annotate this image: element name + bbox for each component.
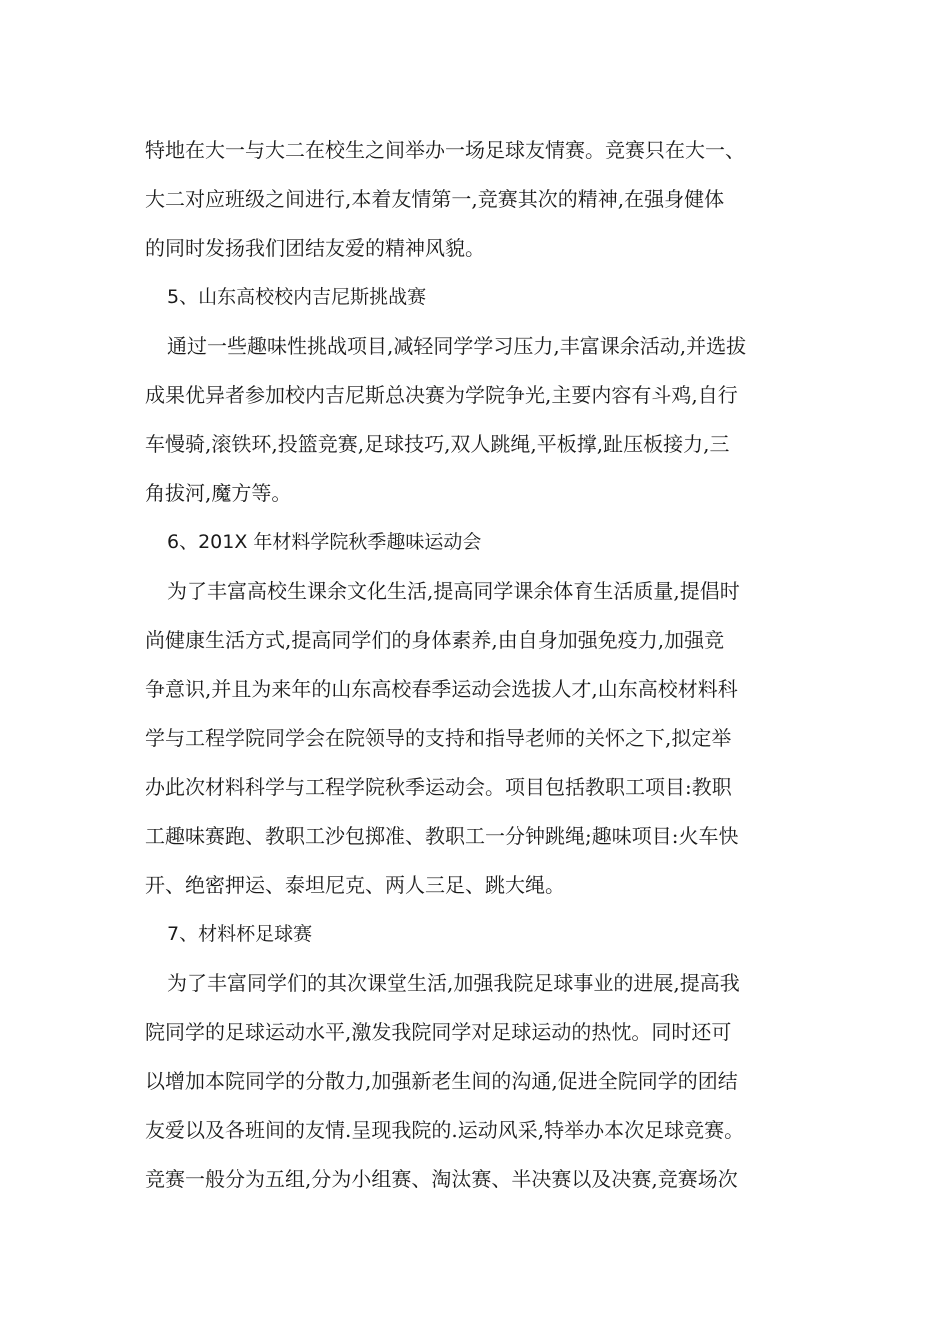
text-line: 院同学的足球运动水平,激发我院同学对足球运动的热忱。同时还可: [145, 1020, 732, 1044]
text-line: 学与工程学院同学会在院领导的支持和指导老师的关怀之下,拟定举: [145, 726, 732, 750]
text-line: 尚健康生活方式,提高同学们的身体素养,由自身加强免疫力,加强竞: [145, 628, 725, 652]
paragraph-guinness-challenge: [145, 322, 810, 518]
document-page: [145, 126, 810, 1204]
section-heading-7: 7、材料杯足球赛: [167, 923, 313, 945]
text-line: 竞赛一般分为五组,分为小组赛、淘汰赛、半决赛以及决赛,竞赛场次: [145, 1167, 738, 1191]
paragraph-autumn-games: [145, 567, 810, 910]
text-line: 办此次材料科学与工程学院秋季运动会。项目包括教职工项目:教职: [145, 775, 732, 799]
text-line: 为了丰富同学们的其次课堂生活,加强我院足球事业的进展,提高我: [167, 971, 740, 995]
text-line: 车慢骑,滚铁环,投篮竞赛,足球技巧,双人跳绳,平板撑,趾压板接力,三: [145, 432, 730, 456]
text-line: 争意识,并且为来年的山东高校春季运动会选拔人才,山东高校材料科: [145, 677, 738, 701]
text-line: 的同时发扬我们团结友爱的精神风貌。: [145, 236, 485, 260]
text-line: 开、绝密押运、泰坦尼克、两人三足、跳大绳。: [145, 873, 565, 897]
paragraph-football-friendly: [145, 126, 810, 273]
text-line: 通过一些趣味性挑战项目,减轻同学学习压力,丰富课余活动,并选拔: [167, 334, 747, 358]
section-heading-6: 6、201X 年材料学院秋季趣味运动会: [167, 531, 482, 553]
text-line: 特地在大一与大二在校生之间举办一场足球友情赛。竞赛只在大一、: [145, 138, 745, 162]
text-line: 工趣味赛跑、教职工沙包掷准、教职工一分钟跳绳;趣味项目:火车快: [145, 824, 739, 848]
paragraph-materials-cup: [145, 959, 810, 1204]
text-line: 角拔河,魔方等。: [145, 481, 292, 505]
section-heading-5: 5、山东高校校内吉尼斯挑战赛: [167, 286, 427, 308]
text-line: 大二对应班级之间进行,本着友情第一,竞赛其次的精神,在强身健体: [145, 187, 725, 211]
text-line: 以增加本院同学的分散力,加强新老生间的沟通,促进全院同学的团结: [145, 1069, 738, 1093]
text-line: 友爱以及各班间的友情.呈现我院的.运动风采,特举办本次足球竞赛。: [145, 1118, 745, 1142]
text-line: 为了丰富高校生课余文化生活,提高同学课余体育生活质量,提倡时: [167, 579, 740, 603]
text-line: 成果优异者参加校内吉尼斯总决赛为学院争光,主要内容有斗鸡,自行: [145, 383, 738, 407]
